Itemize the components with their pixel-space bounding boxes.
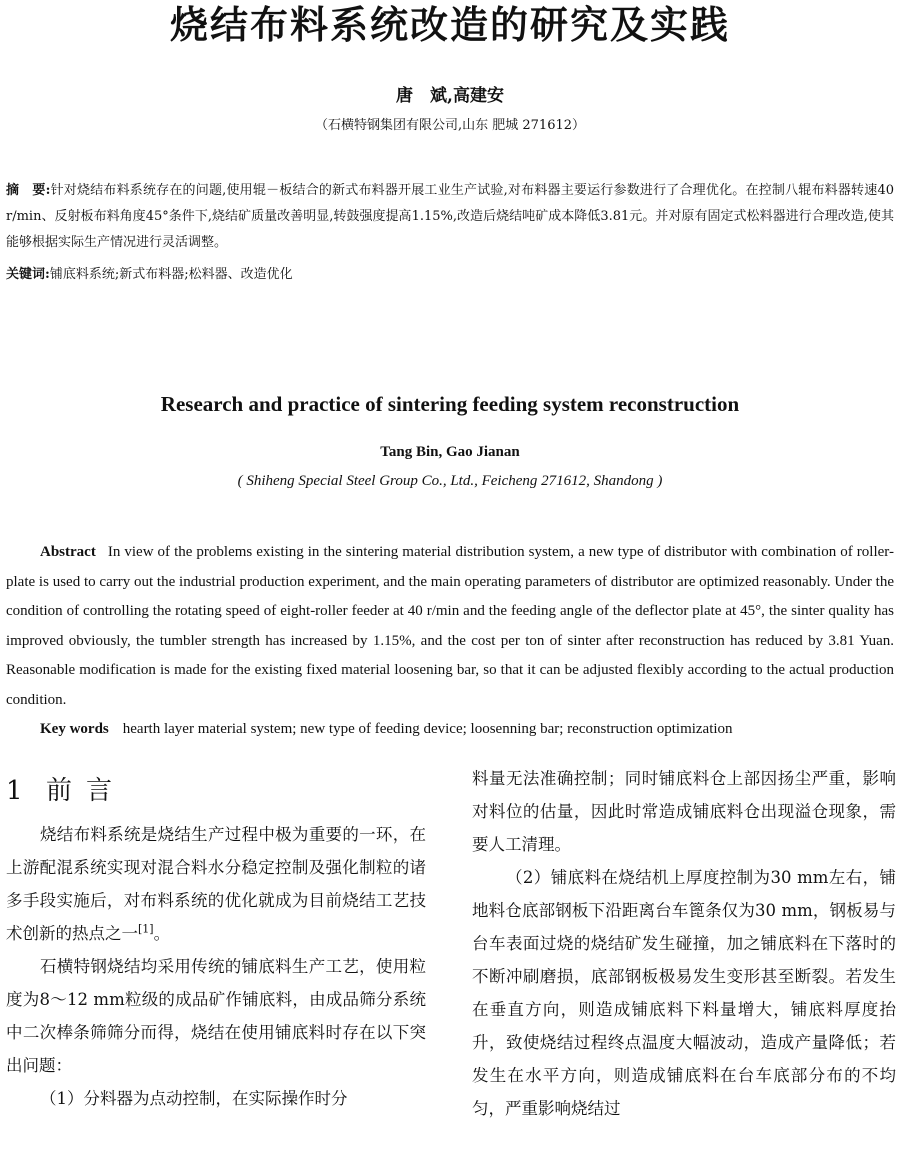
citation-marker: [1] [138,922,154,936]
english-affiliation: ( Shiheng Special Steel Group Co., Ltd., Feicheng 271612, Shandong ) [237,473,663,489]
english-abstract-text: In view of the problems existing in the sintering material distribution system, a new type of distributor with combination of roller-plate is used to carry out the industrial production experiment, and the main operating parameters of distributor are optimized reasonably. Under the condition of controlling the rotating speed of eight-roller feeder at 40 r/min and the feeding angle of the deflector plate at 45°, the sinter quality has improved obviously, the tumbler strength has increased by 1.15%, and the cost per ton of sinter after reconstruction has reduced by 3.81 Yuan. Reasonable modification is made for the existing fixed material loosening bar, so that it can be adjusted flexibly according to the actual production condition. [6,544,894,708]
paragraph-text: 烧结布料系统是烧结生产过程中极为重要的一环，在上游配混系统实现对混合料水分稳定控制及强化制粒的诸多手段实施后，对布料系统的优化就成为目前烧结工艺技术创新的热点之一 [6,825,426,943]
chinese-title: 烧结布料系统改造的研究及实践 [169,2,730,47]
body-right-column [472,762,896,1125]
chinese-keywords [6,262,894,288]
body-paragraph: （1）分料器为点动控制，在实际操作时分 [40,1089,348,1108]
english-authors: Tang Bin, Gao Jianan [380,444,520,460]
body-paragraph: （2）铺底料在烧结机上厚度控制为30 mm左右，铺地料仓底部钢板下沿距离台车篦条仅为30 mm，钢板易与台车表面过烧的烧结矿发生碰撞，加之铺底料在下落时的不断冲刷磨损，底部钢板极易发生变形甚至断裂。若发生在垂直方向，则造成铺底料下料量增大，铺底料厚度抬升，致使烧结过程终点温度大幅波动，造成产量降低；若发生在水平方向，则造成铺底料在台车底部分布的不均匀，严重影响烧结过 [472,868,896,1118]
chinese-authors: 唐 斌,高建安 [396,86,504,106]
english-keywords-text: hearth layer material system; new type of feeding device; loosenning bar; reconstruction optimization [122,721,733,737]
chinese-affiliation: （石横特钢集团有限公司,山东 肥城 271612） [314,118,586,133]
english-abstract [6,538,894,715]
english-title: Research and practice of sintering feeding system reconstruction [160,392,740,416]
body-left-column [6,768,426,1115]
chinese-abstract [6,178,894,256]
chinese-abstract-text: 针对烧结布料系统存在的问题,使用辊－板结合的新式布料器开展工业生产试验,对布料器主要运行参数进行了合理优化。在控制八辊布料器转速40 r/min、反射板布料角度45°条件下,烧结矿质量改善明显,转鼓强度提高1.15%,改造后烧结吨矿成本降低3.81元。并对原有固定式松料器进行合理改造,使其能够根据实际生产情况进行灵活调整。 [6,183,894,250]
section-heading [6,768,426,814]
chinese-abstract-label: 摘 要: [6,183,51,198]
chinese-keywords-label: 关键词: [6,267,50,282]
body-paragraph: 石横特钢烧结均采用传统的铺底料生产工艺，使用粒度为8～12 mm粒级的成品矿作铺底料，由成品筛分系统中二次棒条筛筛分而得，烧结在使用铺底料时存在以下突出问题： [6,957,426,1075]
body-paragraph: 料量无法准确控制；同时铺底料仓上部因扬尘严重，影响对料位的估量，因此时常造成铺底料仓出现溢仓现象，需要人工清理。 [472,769,896,854]
section-number: 1 [6,776,23,806]
section-title: 前言 [46,776,127,806]
english-keywords-label: Key words [40,721,109,737]
chinese-keywords-text: 铺底料系统;新式布料器;松料器、改造优化 [49,267,293,282]
english-keywords [40,716,890,742]
paragraph-end: 。 [153,924,171,943]
body-paragraph [6,818,426,950]
english-abstract-label: Abstract [40,544,96,560]
